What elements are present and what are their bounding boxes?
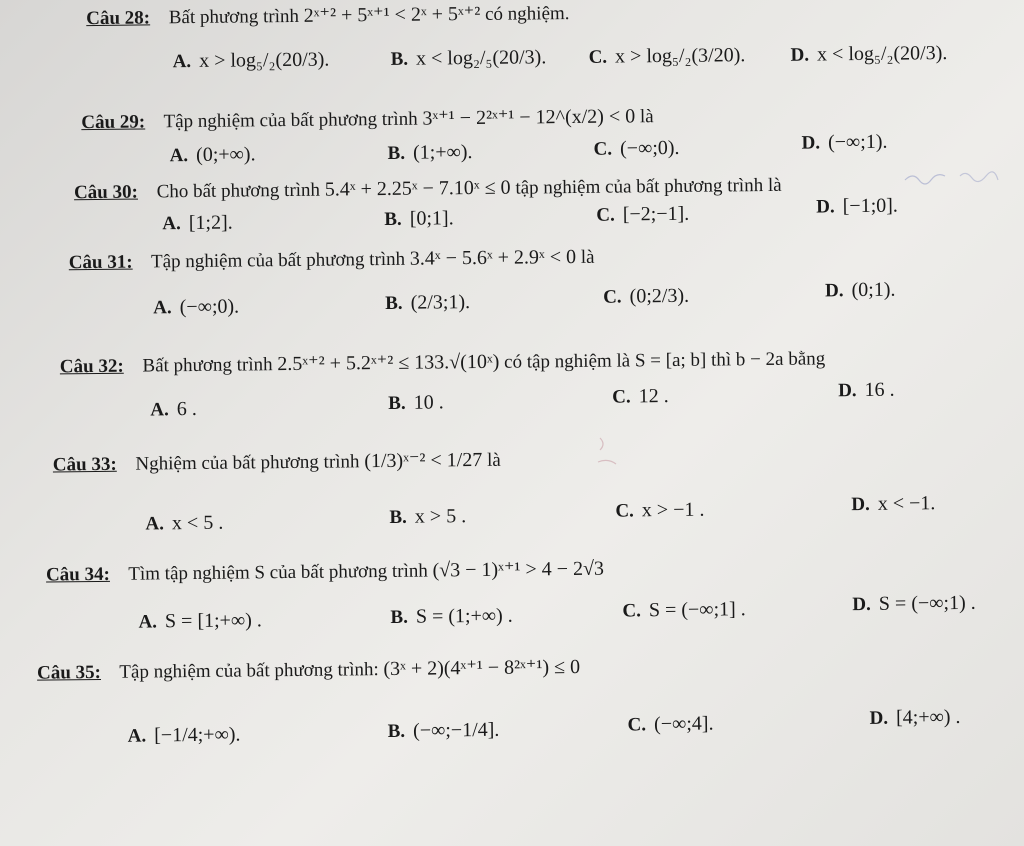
- option-text: 16 .: [864, 378, 895, 401]
- question-expression: (1/3)ˣ⁻² < 1/27: [364, 448, 483, 473]
- option-text: (0;+∞).: [196, 143, 256, 166]
- question-expression: 3ˣ⁺¹ − 2²ˣ⁺¹ − 12^(x/2) < 0: [422, 105, 636, 130]
- option-label: C.: [612, 386, 631, 408]
- question-stem: Tập nghiệm của bất phương trình: [150, 248, 406, 273]
- option-label: B.: [390, 606, 409, 628]
- question-29: [81, 103, 654, 134]
- option-text: (−∞;1).: [827, 130, 888, 154]
- option-a[interactable]: [153, 296, 239, 320]
- option-label: C.: [596, 204, 615, 226]
- option-c[interactable]: [622, 598, 746, 622]
- option-text: S = (−∞;1] .: [648, 598, 746, 622]
- question-tail: là: [580, 246, 595, 268]
- option-text: (0;1).: [851, 278, 896, 302]
- option-d[interactable]: [851, 492, 935, 516]
- question-28: [86, 0, 570, 30]
- option-d[interactable]: [825, 279, 896, 303]
- question-label: Câu 33:: [52, 453, 117, 476]
- question-label: Câu 29:: [81, 111, 146, 134]
- option-label: D.: [801, 132, 821, 154]
- option-label: D.: [851, 493, 870, 516]
- option-label: A.: [127, 725, 147, 747]
- option-c[interactable]: [628, 713, 714, 737]
- option-label: D.: [824, 280, 844, 302]
- question-tail: có tập nghiệm là S = [a; b] thì b − 2a bằng: [503, 348, 826, 373]
- option-text: 12 .: [638, 385, 669, 408]
- option-label: C.: [603, 286, 622, 308]
- option-a[interactable]: [145, 512, 223, 536]
- option-c[interactable]: [615, 499, 704, 523]
- option-label: B.: [387, 142, 406, 164]
- option-text: (2/3;1).: [410, 291, 471, 314]
- option-text: x > 5 .: [414, 505, 467, 528]
- option-text: (−∞;−1/4].: [412, 718, 500, 742]
- option-text: x < log₅/₂(20/3).: [816, 42, 948, 66]
- question-expression: 3.4ˣ − 5.6ˣ + 2.9ˣ < 0: [409, 245, 577, 270]
- option-text: 6 .: [176, 397, 197, 421]
- option-a[interactable]: [173, 49, 330, 74]
- option-a[interactable]: [162, 212, 233, 236]
- option-label: A.: [169, 145, 189, 167]
- option-text: S = [1;+∞) .: [164, 609, 262, 633]
- option-b[interactable]: [388, 141, 473, 165]
- question-label: Câu 28:: [86, 7, 151, 30]
- option-label: B.: [384, 208, 402, 230]
- question-tail: là: [639, 106, 654, 128]
- option-b[interactable]: [388, 719, 500, 743]
- option-d[interactable]: [801, 131, 887, 155]
- option-label: B.: [390, 48, 409, 70]
- question-expression: 5.4ˣ + 2.25ˣ − 7.10ˣ ≤ 0: [324, 176, 511, 201]
- option-label: C.: [627, 714, 647, 736]
- question-stem: Cho bất phương trình: [156, 179, 321, 203]
- question-33: [53, 447, 501, 477]
- question-30: [74, 174, 782, 204]
- question-35: [37, 654, 580, 685]
- option-label: D.: [838, 380, 857, 402]
- option-text: (1;+∞).: [412, 141, 473, 164]
- question-stem: Tập nghiệm của bất phương trình:: [119, 659, 379, 683]
- question-stem: Nghiệm của bất phương trình: [135, 451, 360, 475]
- option-d[interactable]: [869, 706, 960, 730]
- question-expression: (√3 − 1)ˣ⁺¹ > 4 − 2√3: [432, 557, 605, 582]
- option-text: (−∞;0).: [619, 136, 680, 160]
- option-c[interactable]: [589, 44, 746, 69]
- option-c[interactable]: [603, 285, 689, 309]
- option-c[interactable]: [612, 385, 669, 409]
- option-label: B.: [387, 720, 406, 742]
- question-label: Câu 35:: [36, 661, 102, 684]
- option-text: (−∞;4].: [653, 712, 714, 736]
- option-text: x < 5 .: [171, 511, 224, 535]
- option-label: C.: [615, 500, 634, 522]
- option-b[interactable]: [385, 291, 470, 315]
- option-label: C.: [588, 46, 608, 68]
- option-label: A.: [162, 213, 181, 235]
- option-label: C.: [622, 600, 642, 622]
- question-stem: Bất phương trình: [142, 354, 273, 377]
- option-text: [0;1].: [409, 207, 454, 230]
- option-text: [4;+∞) .: [895, 705, 961, 729]
- option-text: x > log₅/₂(3/20).: [614, 44, 746, 68]
- option-b[interactable]: [389, 505, 466, 529]
- option-b[interactable]: [388, 391, 444, 415]
- option-label: B.: [388, 392, 406, 414]
- option-text: (0;2/3).: [629, 284, 690, 308]
- question-tail: tập nghiệm của bất phương trình là: [515, 174, 782, 199]
- question-tail: là: [486, 449, 501, 471]
- option-text: [−2;−1].: [622, 202, 690, 226]
- option-a[interactable]: [150, 398, 197, 421]
- option-d[interactable]: [816, 195, 898, 219]
- question-tail: có nghiệm.: [484, 3, 570, 25]
- option-label: A.: [150, 399, 169, 421]
- question-stem: Tìm tập nghiệm S của bất phương trình: [128, 560, 428, 585]
- option-label: B.: [385, 292, 403, 314]
- option-label: D.: [869, 707, 889, 729]
- option-text: 10 .: [413, 391, 444, 414]
- question-expression: 2ˣ⁺² + 5ˣ⁺¹ < 2ˣ + 5ˣ⁺²: [303, 2, 481, 27]
- option-text: (−∞;0).: [179, 295, 240, 319]
- question-expression: 2.5ˣ⁺² + 5.2ˣ⁺² ≤ 133.√(10ˣ): [277, 350, 500, 376]
- option-a[interactable]: [170, 143, 256, 167]
- question-stem: Tập nghiệm của bất phương trình: [163, 108, 418, 133]
- question-expression: (3ˣ + 2)(4ˣ⁺¹ − 8²ˣ⁺¹) ≤ 0: [383, 655, 581, 681]
- option-text: x > −1 .: [641, 498, 705, 522]
- option-label: A.: [138, 611, 158, 633]
- option-d[interactable]: [852, 592, 976, 616]
- option-c[interactable]: [596, 203, 689, 227]
- option-c[interactable]: [593, 137, 679, 161]
- option-label: A.: [172, 51, 192, 73]
- option-b[interactable]: [391, 46, 547, 71]
- option-label: D.: [816, 196, 835, 218]
- option-label: C.: [593, 138, 613, 160]
- option-text: [−1;0].: [842, 194, 898, 218]
- option-text: S = (−∞;1) .: [878, 591, 976, 615]
- option-b[interactable]: [390, 605, 512, 629]
- option-label: A.: [153, 297, 172, 319]
- option-a[interactable]: [138, 609, 262, 633]
- question-34: [46, 556, 604, 587]
- question-32: [60, 345, 826, 378]
- question-label: Câu 34:: [45, 563, 111, 586]
- option-label: D.: [790, 44, 810, 66]
- option-text: x > log₅/₂(20/3).: [199, 48, 330, 72]
- option-d[interactable]: [838, 379, 895, 403]
- option-text: [1;2].: [188, 211, 233, 235]
- question-stem: Bất phương trình: [168, 5, 300, 29]
- option-text: [−1/4;+∞).: [154, 723, 241, 747]
- option-a[interactable]: [128, 724, 241, 748]
- question-label: Câu 32:: [59, 355, 124, 378]
- option-label: D.: [852, 593, 871, 616]
- option-text: x < log₂/₅(20/3).: [415, 46, 547, 70]
- question-label: Câu 30:: [73, 181, 139, 204]
- option-d[interactable]: [791, 42, 948, 67]
- option-text: x < −1.: [877, 492, 936, 515]
- option-label: B.: [389, 506, 407, 528]
- option-text: S = (1;+∞) .: [415, 604, 513, 628]
- question-31: [69, 246, 595, 275]
- question-label: Câu 31:: [68, 251, 133, 274]
- option-b[interactable]: [384, 207, 454, 231]
- option-label: A.: [145, 513, 165, 535]
